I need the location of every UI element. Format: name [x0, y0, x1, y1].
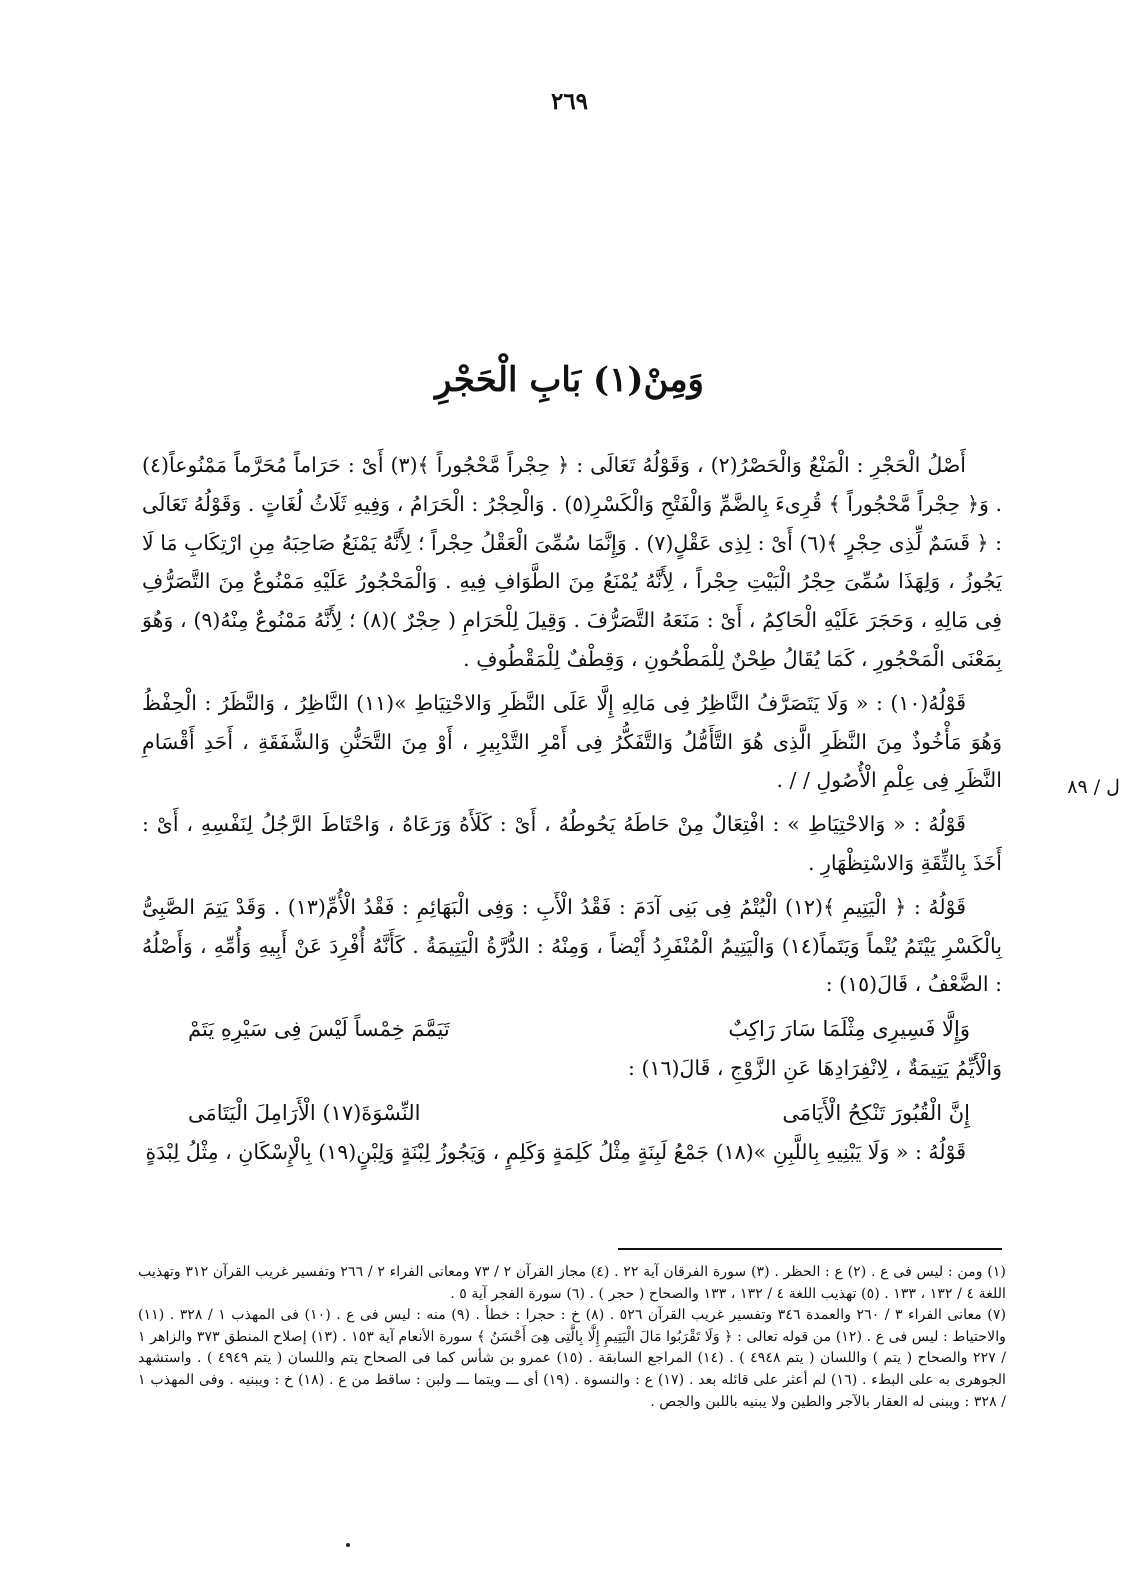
verse-hemistich: تَيَمَّمَ خِمْساً لَيْسَ فِى سَيْرِهِ يَتَمْ [188, 1017, 450, 1042]
verse-hemistich: وَإِلَّا فَسِيرِى مِثْلَمَا سَارَ رَاكِبٌ [728, 1017, 970, 1042]
page-mark [346, 1543, 350, 1547]
body-text [142, 446, 1002, 1177]
footnote: (١) ومن : ليس فى ع . (٢) ع : الحظر . (٣) سورة الفرقان آية ٢٢ . (٤) مجاز القرآن ٢ / ٧٣ ومعانى الفراء ٢ / ٢٦٦ وتفسير غريب القرآن ٣١٢ وتهذيب اللغة ٤ / ١٣٢ ، ١٣٣ . (٥) تهذيب اللغة ٤ / ١٣٢ ، ١٣٣ والصحاح ( حجر ) . (٦) سورة الفجر آية ٥ . [138, 1264, 1006, 1302]
paragraph: وَالْأَيِّمُ يَتِيمَةٌ ، لِانْفِرَادِهَا عَنِ الزَّوْجِ ، قَالَ(١٦) : [628, 1056, 1002, 1081]
footnote-separator [618, 1248, 1002, 1250]
margin-note: ل / ٨٩ [1067, 776, 1120, 798]
paragraph: قَوْلُهُ : ﴿ الْيَتِيمِ ﴾(١٢) الْيُتْمُ فِى بَنِى آدَمَ : فَقْدُ الْأَبِ : وَفِى الْبَهَائِمِ : فَقْدُ الْأُمِّ(١٣) . وَقَدْ يَتِمَ الصَّبِىُّ بِالْكَسْرِ يَيْتَمُ يُتْماً وَيَتَماً(١٤) وَالْيَتِيمُ الْمُنْفَرِدُ أَيْضاً ، وَمِنْهُ : الدُّرَّةُ الْيَتِيمَةُ . كَأَنَّهُ أُفْرِدَ عَنْ أَبِيهِ وَأُمِّهِ ، وَأَصْلُهُ : الضَّعْفُ ، قَالَ(١٥) : [142, 894, 1003, 997]
paragraph: قَوْلُهُ : « وَلَا يَبْنِيهِ بِاللَّبِنِ »(١٨) جَمْعُ لَبِنَةٍ مِثْلُ كَلِمَةٍ وَكَلِمٍ ، وَيَجُوزُ لِبْنَةٍ وَلِبْنٍ(١٩) بِالْإِسْكَانِ ، مِثْلُ لِبْدَةٍ [145, 1139, 966, 1164]
chapter-title: وَمِنْ(١) بَابِ الْحَجْرِ [435, 360, 704, 400]
verse-line [142, 1009, 1002, 1049]
paragraph: أَصْلُ الْحَجْرِ : الْمَنْعُ وَالْحَصْرُ(٢) ، وَقَوْلُهُ تَعَالَى : ﴿ حِجْراً مَّحْجُوراً ﴾(٣) أَىْ : حَرَاماً مُحَرَّماً مَمْنُوعاً(٤) . وَ﴿ حِجْراً مَّحْجُوراً ﴾ قُرِىءَ بِالضَّمِّ وَالْفَتْحِ وَالْكَسْرِ(٥) . وَالْحِجْرُ : الْحَرَامُ ، وَفِيهِ ثَلَاثُ لُغَاتٍ . وَقَوْلُهُ تَعَالَى : ﴿ قَسَمٌ لِّذِى حِجْرٍ ﴾(٦) أَىْ : لِذِى عَقْلٍ(٧) . وَإِنَّمَا سُمِّىَ الْعَقْلُ حِجْراً ؛ لِأَنَّهُ يَمْنَعُ صَاحِبَهُ مِنِ ارْتِكَابِ مَا لَا يَجُوزُ ، وَلِهَذَا سُمِّىَ حِجْرُ الْبَيْتِ حِجْراً ، لِأَنَّهُ يُمْنَعُ مِنَ الطَّوَافِ فِيهِ . وَالْمَحْجُورُ عَلَيْهِ مَمْنُوعٌ مِنَ التَّصَرُّفِ فِى مَالِهِ ، وَحَجَرَ عَلَيْهِ الْحَاكِمُ ، أَىْ : مَنَعَهُ التَّصَرُّفَ . وَقِيلَ لِلْحَرَامِ ( حِجْرٌ )(٨) ؛ لِأَنَّهُ مَمْنُوعٌ مِنْهُ(٩) ، وَهُوَ بِمَعْنَى الْمَحْجُورِ ، كَمَا يُقَالُ طِحْنٌ لِلْمَطْحُونِ ، وَقِطْفٌ لِلْمَقْطُوفِ . [142, 453, 1003, 671]
verse-line [142, 1093, 1002, 1133]
verse-hemistich: النِّسْوَةَ(١٧) الْأَرَامِلَ الْيَتَامَى [188, 1100, 421, 1125]
verse-hemistich: إِنَّ الْقُبُورَ تَنْكِحُ الْأَيَامَى [782, 1100, 970, 1125]
footnote: (٧) معانى الفراء ٣ / ٢٦٠ والعمدة ٣٤٦ وتفسير غريب القرآن ٥٢٦ . (٨) خ : حجرا : خطأ . (٩) منه : ليس فى ع . (١٠) فى المهذب ١ / ٣٢٨ . (١١) والاحتياط : ليس فى ع . (١٢) من قوله تعالى : ﴿ وَلَا تَقْرَبُوا مَالَ الْيَتِيمِ إِلَّا بِالَّتِى هِىَ أَحْسَنُ ﴾ سورة الأنعام آية ١٥٣ . (١٣) إصلاح المنطق ٣٧٣ والزاهر ١ / ٢٢٧ والصحاح ( يتم ) واللسان ( يتم ٤٩٤٨ ) . (١٤) المراجع السابقة . (١٥) عمرو بن شأس كما فى الصحاح يتم واللسان ( يتم ٤٩٤٩ ) . واستشهد الجوهرى به على البطء . (١٦) لم أعثر على قائله بعد . (١٧) ع : والنسوة . (١٩) أى ـــ ويتما ـــ ولبن : ساقط من ع . (١٨) خ : ويبنيه . وفى المهذب ١ / ٣٢٨ : ويبنى له العقار بالآجر والطين ولا يبنيه باللبن والجص . [138, 1307, 1007, 1410]
footnotes [138, 1262, 1006, 1413]
paragraph: قَوْلُهُ : « وَالاحْتِيَاطِ » : افْتِعَالٌ مِنْ حَاطَهُ يَحُوطُهُ ، أَىْ : كَلَأَهُ وَرَعَاهُ ، وَاحْتَاطَ الرَّجُلُ لِنَفْسِهِ ، أَىْ : أَخَذَ بِالثِّقَةِ وَالاسْتِظْهَارِ . [142, 812, 1002, 875]
page-number: ٢٦٩ [550, 88, 589, 115]
paragraph: قَوْلُهُ(١٠) : « وَلَا يَتَصَرَّفُ النَّاظِرُ فِى مَالِهِ إِلَّا عَلَى النَّظَرِ وَالاحْتِيَاطِ »(١١) النَّاظِرُ ، وَالنَّظَرُ : الْحِفْظُ وَهُوَ مَأْخُوذٌ مِنَ النَّظَرِ الَّذِى هُوَ التَّأَمُّلُ وَالتَّفَكُّرُ فِى أَمْرِ التَّدْبِيرِ ، أَوْ مِنَ التَّحَنُّنِ وَالشَّفَقَةِ ، أَحَدِ أَقْسَامِ النَّظَرِ فِى عِلْمِ الْأُصُولِ / / . [142, 690, 1002, 793]
